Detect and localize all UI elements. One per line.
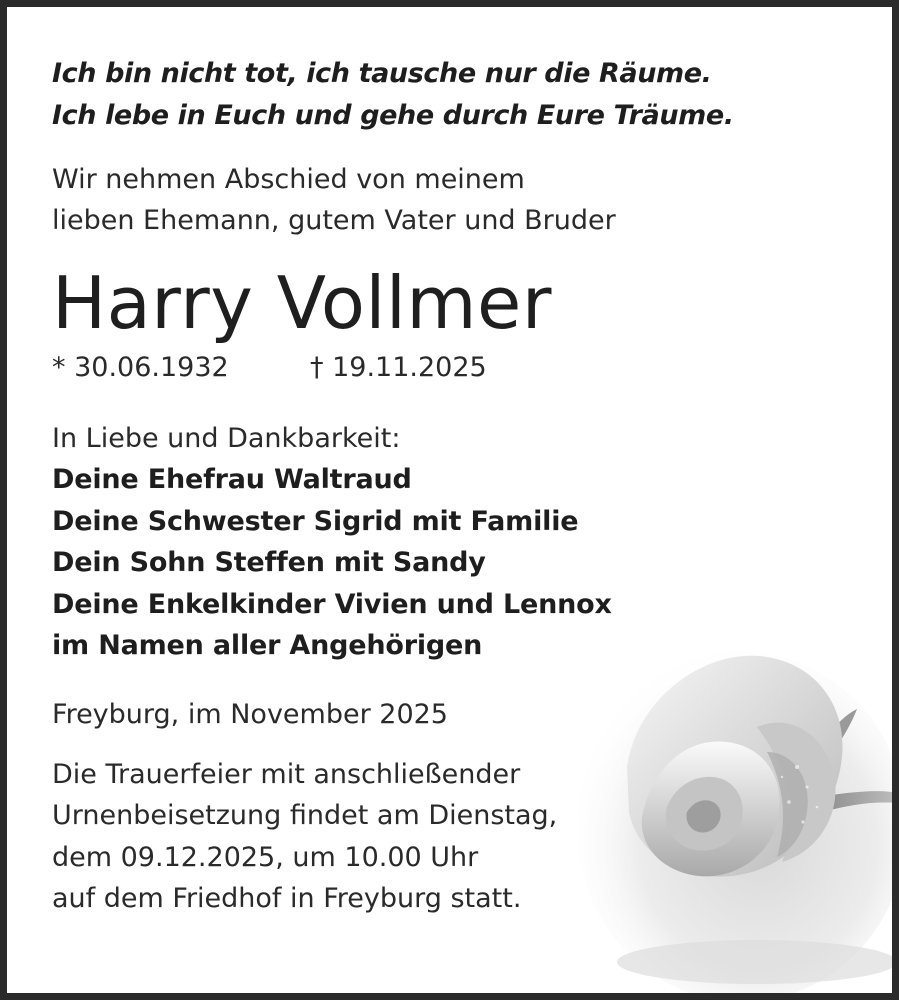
motto-line: Ich lebe in Euch und gehe durch Eure Träume. — [52, 100, 734, 131]
service-line: Urnenbeisetzung findet am Dienstag, — [52, 800, 558, 831]
place-and-date: Freyburg, im November 2025 — [52, 698, 448, 730]
death-date: † 19.11.2025 — [310, 352, 487, 383]
mourner-name: im Namen aller Angehörigen — [52, 630, 483, 661]
mourners-block — [52, 418, 862, 667]
life-dates — [52, 349, 862, 387]
mourner-name: Deine Ehefrau Waltraud — [52, 464, 412, 495]
notice-content — [52, 53, 862, 920]
deceased-name: Harry Vollmer — [52, 261, 552, 345]
intro-line: lieben Ehemann, gutem Vater und Bruder — [52, 205, 616, 236]
mourner-name: Deine Schwester Sigrid mit Familie — [52, 505, 579, 537]
mourner-name: Deine Enkelkinder Vivien und Lennox — [52, 588, 612, 620]
mourner-name: Dein Sohn Steffen mit Sandy — [52, 547, 486, 578]
birth-date: * 30.06.1932 — [52, 352, 229, 383]
mourner-list — [52, 459, 862, 667]
service-line: Die Trauerfeier mit anschließender — [52, 758, 521, 790]
motto-line: Ich bin nicht tot, ich tausche nur die Räume. — [52, 58, 712, 89]
service-line: auf dem Friedhof in Freyburg statt. — [52, 883, 522, 914]
funeral-service-info — [52, 754, 862, 920]
farewell-intro — [52, 159, 862, 241]
service-line: dem 09.12.2025, um 10.00 Uhr — [52, 841, 479, 873]
motto-verse — [52, 53, 862, 137]
mourners-intro: In Liebe und Dankbarkeit: — [52, 423, 401, 454]
intro-line: Wir nehmen Abschied von meinem — [52, 164, 525, 195]
